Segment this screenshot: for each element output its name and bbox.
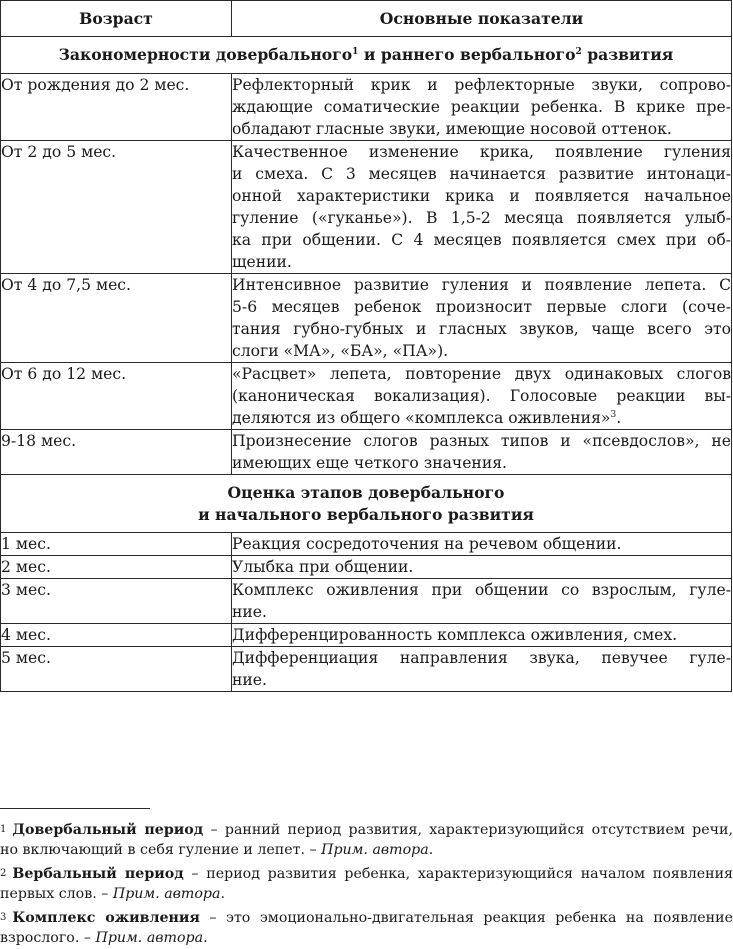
table-row — [1, 579, 732, 624]
footnote-line — [0, 840, 733, 860]
indicator-cell — [232, 274, 732, 363]
text-line: ние. — [232, 603, 267, 621]
section-title-line: и начального вербального развития — [198, 504, 534, 524]
indicator-cell — [232, 647, 732, 692]
footnote-3 — [0, 908, 733, 948]
footnote-text: взрослого. – — [0, 930, 96, 946]
age-cell: 4 мес. — [1, 624, 232, 647]
footnote-text: – период развития ребенка, характеризующийся началом появления — [183, 866, 733, 882]
text-fragment: деляются из общего «комплекса оживления» — [232, 409, 611, 427]
footnote-text: – это эмоционально-двигательная реакция ребенка на появление — [199, 910, 733, 926]
text-line: Качественное изменение крика, появление гуления — [232, 143, 731, 161]
text-line: гуление («гуканье»). В 1,5-2 месяца появляется улыб- — [232, 209, 731, 227]
indicator-cell — [232, 556, 732, 579]
text-line: обладают гласные звуки, имеющие носовой оттенок. — [232, 120, 672, 138]
footnote-text: – ранний период развития, характеризующийся отсутствием речи, — [203, 822, 733, 838]
footnote-text: первых слов. – — [0, 886, 113, 902]
section-title-part: Закономерности довербального — [58, 45, 353, 64]
footnote-term: Вербальный период — [12, 866, 184, 882]
age-cell: 3 мес. — [1, 579, 232, 624]
footnote-text: . — [428, 842, 434, 858]
table-row — [1, 74, 732, 141]
text-fragment: . — [616, 409, 622, 427]
section-row — [1, 37, 732, 74]
text-line — [232, 407, 731, 429]
footnote-text: но включающий в себя гуление и лепет. – — [0, 842, 322, 858]
age-cell: 5 мес. — [1, 647, 232, 692]
age-cell: 2 мес. — [1, 556, 232, 579]
footnote-number: 3 — [0, 912, 7, 923]
header-indicators: Основные показатели — [232, 1, 732, 37]
footnote-note: Прим. автора — [95, 930, 204, 946]
text-line: Дифференциация направления звука, певучее гуле- — [232, 649, 731, 667]
text-line: Реакция сосредоточения на речевом общении. — [232, 535, 622, 553]
indicator-cell — [232, 624, 732, 647]
footnote-line — [0, 928, 733, 948]
table-row — [1, 624, 732, 647]
footnote-2 — [0, 864, 733, 904]
table-header-row — [1, 1, 732, 37]
footnote-term: Комплекс оживления — [12, 910, 200, 926]
footnote-line — [0, 908, 733, 928]
section-title-assessment — [1, 475, 732, 533]
text-line: Комплекс оживления при общении со взрослым, гуле- — [232, 581, 731, 599]
table-row — [1, 430, 732, 475]
age-cell: 9-18 мес. — [1, 430, 232, 475]
table-row — [1, 274, 732, 363]
footnote-line — [0, 884, 733, 904]
text-line: ждающие соматические реакции ребенка. В крике пре- — [232, 98, 731, 116]
table-row — [1, 141, 732, 274]
age-cell: От рождения до 2 мес. — [1, 74, 232, 141]
text-line: (каноническая вокализация). Голосовые реакции вы- — [232, 387, 731, 405]
text-line: онной характеристики крика и появляется начальное — [232, 187, 731, 205]
text-line: Дифференцированность комплекса оживления, смех. — [232, 626, 678, 644]
indicator-cell — [232, 141, 732, 274]
indicator-cell — [232, 579, 732, 624]
text-line: щении. — [232, 253, 292, 271]
text-line: «Расцвет» лепета, повторение двух одинаковых слогов — [232, 365, 731, 383]
text-line: 5-6 месяцев ребенок произносит первые слоги (соче- — [232, 298, 731, 316]
footnote-note: Прим. автора — [321, 842, 429, 858]
age-cell: 1 мес. — [1, 533, 232, 556]
footnote-term: Довербальный период — [12, 822, 204, 838]
footnote-text: . — [220, 886, 225, 902]
text-line: имеющих еще четкого значения. — [232, 454, 508, 472]
text-line: ние. — [232, 671, 267, 689]
section-title-part: развития — [581, 45, 674, 64]
footnote-line — [0, 864, 733, 884]
table-row — [1, 363, 732, 430]
indicator-cell — [232, 533, 732, 556]
text-line: тания губно-губных и гласных звуков, чаще всего это — [232, 320, 731, 338]
footnote-ref: 1 — [352, 46, 359, 57]
text-line: и смеха. С 3 месяцев начинается развитие интонаци- — [232, 165, 731, 183]
section-row — [1, 475, 732, 533]
age-cell: От 6 до 12 мес. — [1, 363, 232, 430]
footnote-number: 1 — [0, 824, 7, 835]
text-line: Улыбка при общении. — [232, 558, 414, 576]
footnote-line — [0, 820, 733, 840]
footnote-ref: 2 — [575, 46, 582, 57]
age-cell: От 4 до 7,5 мес. — [1, 274, 232, 363]
table-row — [1, 647, 732, 692]
table-row — [1, 556, 732, 579]
section-title-part: и раннего вербального — [358, 45, 576, 64]
text-line: ка при общении. С 4 месяцев появляется смех при об- — [232, 231, 731, 249]
footnote-text: . — [203, 930, 208, 946]
section-title-predverbal — [1, 37, 732, 74]
text-line: слоги «МА», «БА», «ПА»). — [232, 342, 449, 360]
footnote-number: 2 — [0, 868, 7, 879]
indicator-cell — [232, 74, 732, 141]
table-row — [1, 533, 732, 556]
indicator-cell — [232, 430, 732, 475]
footnote-note: Прим. автора — [112, 886, 221, 902]
header-age: Возраст — [1, 1, 232, 37]
footnote-ref: 3 — [610, 409, 617, 420]
text-line: Интенсивное развитие гуления и появление лепета. С — [232, 276, 731, 294]
footnote-1 — [0, 820, 733, 860]
age-cell: От 2 до 5 мес. — [1, 141, 232, 274]
indicator-cell — [232, 363, 732, 430]
footnote-divider — [0, 808, 150, 809]
section-title-line: Оценка этапов довербального — [227, 482, 505, 502]
text-line: Произнесение слогов разных типов и «псевдослов», не — [232, 432, 731, 450]
text-line: Рефлекторный крик и рефлекторные звуки, сопрово- — [232, 76, 731, 94]
